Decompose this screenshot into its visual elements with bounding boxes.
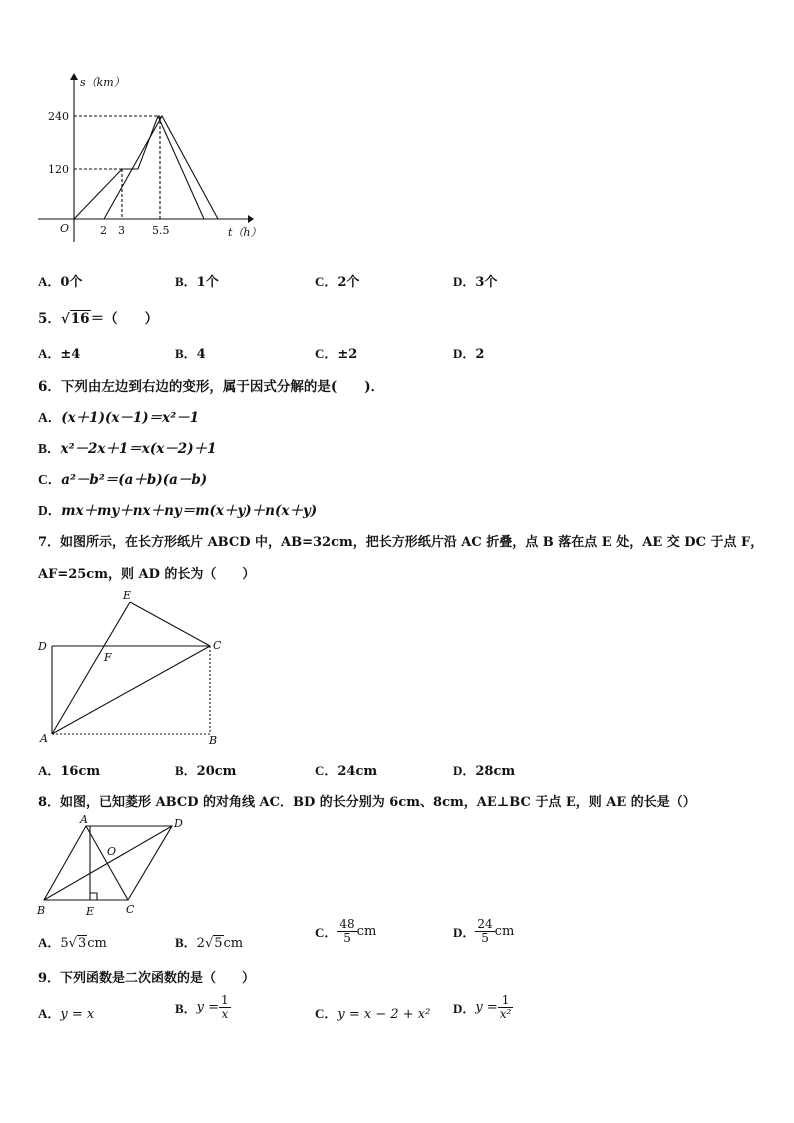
option-text: 3个 <box>475 275 498 290</box>
option-text: 20cm <box>196 764 237 779</box>
option-text: 2 <box>475 347 485 362</box>
s-axis-label: s（km） <box>80 76 125 89</box>
q6-stem: 6．下列由左边到右边的变形，属于因式分解的是( )． <box>38 379 385 395</box>
q7-option-d[interactable] <box>453 760 515 779</box>
label-F: F <box>104 651 112 664</box>
label-D: D <box>38 640 47 653</box>
option-text: mx＋my＋nx＋ny＝m(x＋y)＋n(x＋y) <box>61 503 318 519</box>
label-B: B <box>37 904 46 917</box>
option-text: 1个 <box>196 275 219 290</box>
numerator: 1 <box>498 994 514 1008</box>
option-label: D． <box>453 763 476 778</box>
unit: cm <box>356 924 377 939</box>
sqrt-radicand: 16 <box>70 311 90 327</box>
q9-option-c[interactable] <box>315 1003 430 1022</box>
option-label: D． <box>453 1001 476 1016</box>
y-tick-240: 240 <box>48 110 69 123</box>
q7-stem-line1: 7．如图所示，在长方形纸片 ABCD 中，AB=32cm，把长方形纸片沿 AC 折叠，点 B 落在点 E 处，AE 交 DC 于点 F， <box>38 535 764 550</box>
formula-lhs: y = <box>196 1000 220 1015</box>
q8-option-b[interactable] <box>175 932 243 951</box>
denominator: 5 <box>343 931 351 945</box>
unit: cm <box>87 936 107 951</box>
option-text: x²－2x＋1＝x(x－2)＋1 <box>60 441 217 457</box>
label-C: C <box>126 903 135 916</box>
stem-tail: ＝（ ） <box>90 311 159 327</box>
numerator: 24 <box>477 917 493 931</box>
fraction <box>337 918 356 945</box>
q9-stem: 9．下列函数是二次函数的是（ ） <box>38 971 256 986</box>
label-E: E <box>123 589 132 602</box>
option-label: C． <box>315 346 338 361</box>
option-text: ±2 <box>337 347 358 362</box>
option-label: C． <box>38 472 62 487</box>
x-tick-2: 2 <box>100 224 107 237</box>
fraction <box>475 918 494 945</box>
option-label: C． <box>315 274 338 289</box>
sqrt-sign: √ <box>68 936 77 951</box>
option-text: 0个 <box>60 275 83 290</box>
origin-label: O <box>60 222 70 235</box>
option-label: C． <box>315 1006 338 1021</box>
sqrt-sign: √ <box>60 311 70 327</box>
label-O: O <box>107 845 117 858</box>
option-label: A． <box>38 1006 61 1021</box>
x-tick-5-5: 5.5 <box>152 224 170 237</box>
label-A: A <box>80 813 88 826</box>
q4-option-b[interactable] <box>175 271 219 290</box>
q6-option-b[interactable] <box>38 437 216 457</box>
q6-option-a[interactable] <box>38 406 199 426</box>
q5-option-b[interactable] <box>175 343 206 362</box>
q6-option-d[interactable] <box>38 499 317 519</box>
option-label: B． <box>175 346 197 361</box>
option-label: D． <box>453 346 476 361</box>
option-label: B． <box>175 274 197 289</box>
label-B: B <box>209 734 218 747</box>
option-formula: y = x <box>60 1007 95 1022</box>
option-label: B． <box>38 441 61 456</box>
formula-lhs: y = <box>475 1000 498 1015</box>
label-E: E <box>86 905 95 918</box>
q7-option-c[interactable] <box>315 760 377 779</box>
q4-option-a[interactable] <box>38 271 82 290</box>
q9-option-b[interactable] <box>175 994 231 1021</box>
folded-rectangle-figure <box>34 588 224 748</box>
sqrt-radicand: 5 <box>214 936 223 951</box>
option-label: B． <box>175 935 197 950</box>
option-label: B． <box>175 1001 197 1016</box>
q5-option-c[interactable] <box>315 343 357 362</box>
q5-option-d[interactable] <box>453 343 484 362</box>
option-label: A． <box>38 763 61 778</box>
t-axis-label: t（h） <box>228 226 262 239</box>
option-text: 2个 <box>337 275 360 290</box>
option-text: (x＋1)(x－1)＝x²－1 <box>61 410 200 426</box>
q8-option-c[interactable] <box>315 918 376 945</box>
option-text: a²－b²＝(a＋b)(a－b) <box>61 472 208 488</box>
rhombus-figure <box>34 812 194 918</box>
q5-stem <box>38 307 158 327</box>
q8-option-d[interactable] <box>453 918 514 945</box>
q9-option-a[interactable] <box>38 1003 94 1022</box>
option-label: A． <box>38 410 62 425</box>
unit: cm <box>223 936 244 951</box>
q8-option-a[interactable] <box>38 932 107 951</box>
option-text: 16cm <box>60 764 101 779</box>
q8-stem: 8．如图，已知菱形 ABCD 的对角线 AC．BD 的长分别为 6cm、8cm，AE⊥BC 于点 E，则 AE 的长是（） <box>38 795 696 810</box>
option-text: 4 <box>196 347 206 362</box>
label-A: A <box>40 732 48 745</box>
numerator: 48 <box>339 917 355 931</box>
q7-option-b[interactable] <box>175 760 236 779</box>
q7-option-a[interactable] <box>38 760 100 779</box>
q6-option-c[interactable] <box>38 468 207 488</box>
y-tick-120: 120 <box>48 163 69 176</box>
option-label: C． <box>315 925 338 940</box>
option-label: D． <box>453 274 476 289</box>
distance-time-graph <box>38 70 273 245</box>
fraction <box>498 994 514 1021</box>
label-D: D <box>174 817 183 830</box>
option-label: D． <box>453 925 476 940</box>
option-text: ±4 <box>60 347 81 362</box>
option-label: A． <box>38 274 61 289</box>
option-label: A． <box>38 346 61 361</box>
denominator: x <box>221 1007 229 1021</box>
option-text: 28cm <box>475 764 516 779</box>
fraction <box>219 994 231 1021</box>
sqrt-radicand: 3 <box>77 936 87 951</box>
option-text: 24cm <box>337 764 378 779</box>
q4-option-c[interactable] <box>315 271 359 290</box>
coefficient: 5 <box>60 936 69 951</box>
coefficient: 2 <box>196 936 205 951</box>
unit: cm <box>494 924 515 939</box>
q4-option-d[interactable] <box>453 271 497 290</box>
denominator: 5 <box>481 931 489 945</box>
q5-option-a[interactable] <box>38 343 80 362</box>
option-label: C． <box>315 763 338 778</box>
x-tick-3: 3 <box>118 224 125 237</box>
q7-stem-line2: AF=25cm，则 AD 的长为（ ） <box>38 567 256 582</box>
denominator: x² <box>499 1007 512 1021</box>
option-formula: y = x − 2 + x² <box>337 1007 431 1022</box>
sqrt-sign: √ <box>204 936 214 951</box>
q9-option-d[interactable] <box>453 994 513 1021</box>
label-C: C <box>213 639 222 652</box>
option-label: D． <box>38 503 62 518</box>
question-number: 5． <box>38 311 61 327</box>
numerator: 1 <box>221 993 229 1007</box>
option-label: A． <box>38 935 61 950</box>
option-label: B． <box>175 763 197 778</box>
